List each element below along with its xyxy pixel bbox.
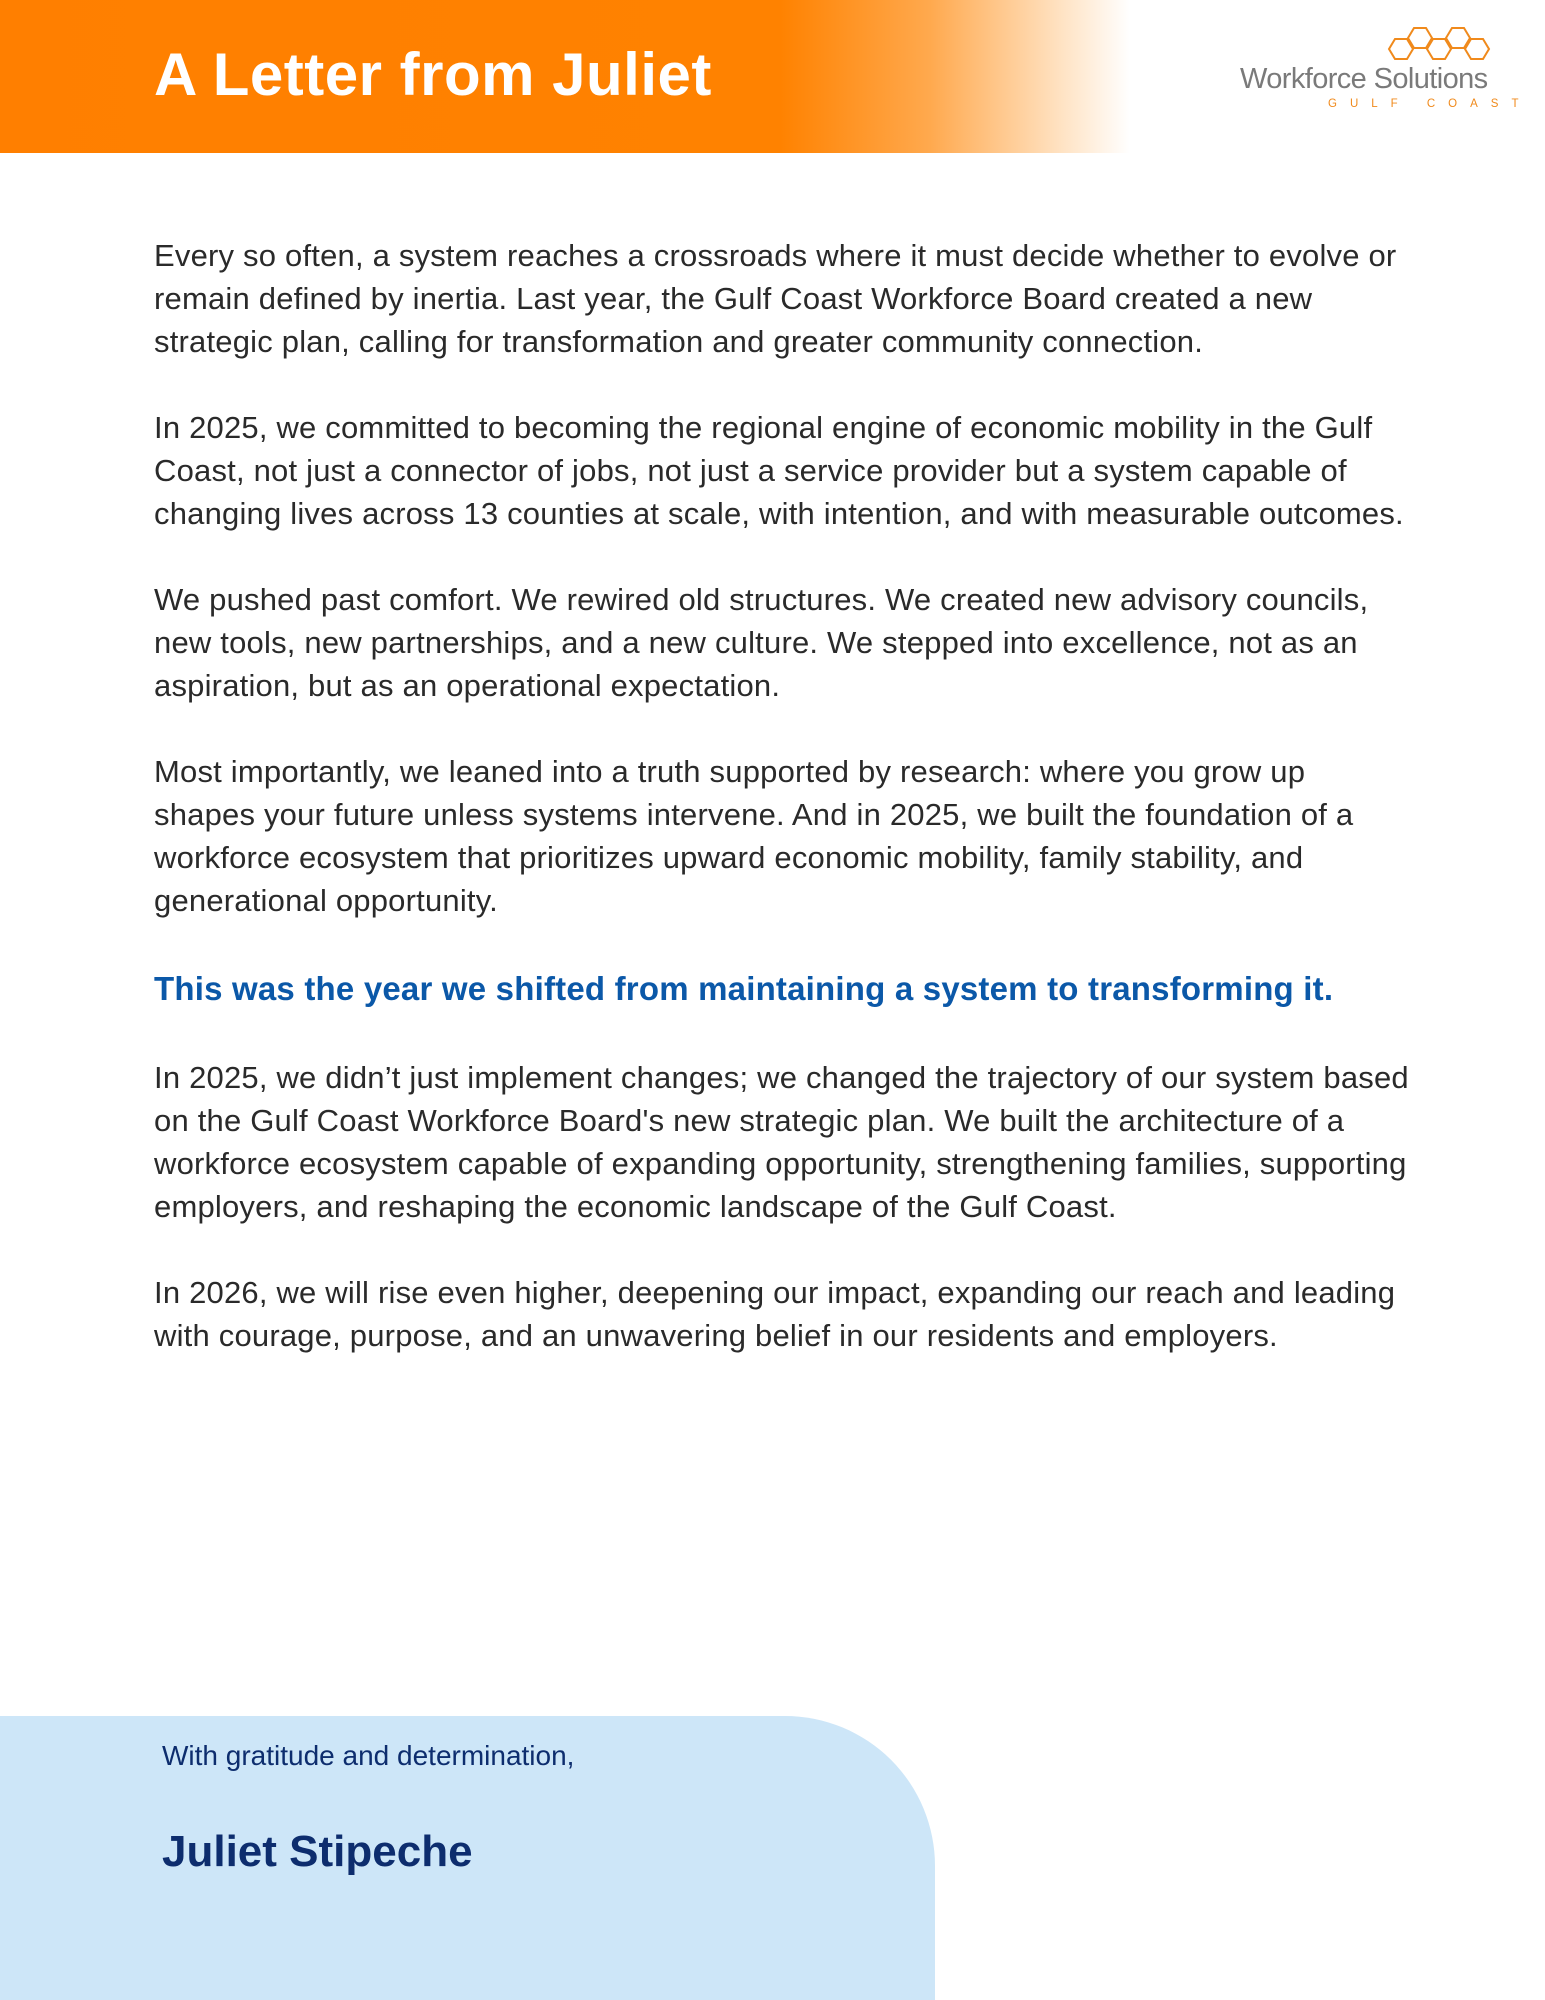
letter-paragraph: In 2025, we committed to becoming the regional engine of economic mobility in the Gulf Coast, not just a connector of jobs, not just a service provider but a system capable of changing lives across 13 counties at scale, with intention, and with measurable outcomes. (154, 410, 1404, 531)
letter-paragraph: Every so often, a system reaches a crossroads where it must decide whether to evolve or remain defined by inertia. Last year, the Gulf Coast Workforce Board created a new strategic plan, calling for transformation and greater community connection. (154, 238, 1397, 359)
logo-wordmark: Workforce Solutions (1240, 63, 1488, 95)
letter-paragraph: In 2025, we didn’t just implement changes; we changed the trajectory of our system based on the Gulf Coast Workforce Board's new strategic plan. We built the architecture of a workforce ecosystem capable of expanding opportunity, strengthening families, supporting employers, and reshaping the economic landscape of the Gulf Coast. (154, 1060, 1409, 1224)
letter-body (154, 234, 1414, 1400)
closing-line: With gratitude and determination, (162, 1740, 575, 1771)
page-title: A Letter from Juliet (154, 41, 712, 108)
letter-paragraph: We pushed past comfort. We rewired old structures. We created new advisory councils, new tools, new partnerships, and a new culture. We stepped into excellence, not as an aspiration, but as an operational expectation. (154, 582, 1369, 703)
logo-subtitle: GULF COAST (1328, 98, 1532, 110)
hexagon-cluster-icon (1240, 26, 1510, 66)
letter-paragraph: In 2026, we will rise even higher, deepening our impact, expanding our reach and leading with courage, purpose, and an unwavering belief in our residents and employers. (154, 1275, 1396, 1353)
letter-paragraph: Most importantly, we leaned into a truth supported by research: where you grow up shapes your future unless systems intervene. And in 2025, we built the foundation of a workforce ecosystem that prioritizes upward economic mobility, family stability, and generational opportunity. (154, 754, 1354, 918)
highlight-statement: This was the year we shifted from maintaining a system to transforming it. (154, 970, 1334, 1007)
signature-name: Juliet Stipeche (162, 1827, 473, 1876)
workforce-solutions-logo (1240, 26, 1532, 116)
